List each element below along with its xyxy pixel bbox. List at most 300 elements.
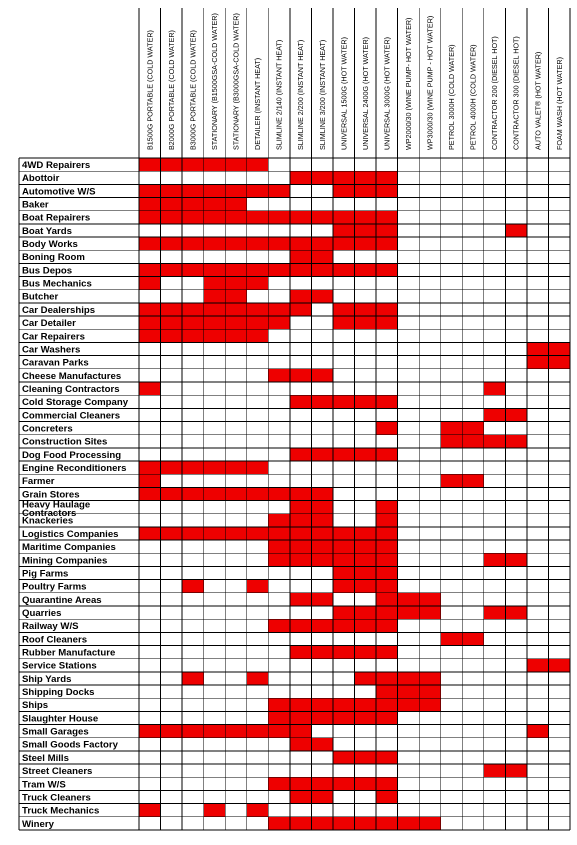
filled-cell — [204, 277, 226, 290]
filled-cell — [355, 646, 377, 659]
filled-cell — [161, 303, 183, 316]
column-header: UNIVERSAL 1500G (HOT WATER) — [339, 36, 349, 150]
filled-cell — [161, 184, 183, 197]
filled-cell — [268, 698, 290, 711]
filled-cell — [398, 606, 420, 619]
filled-cell — [268, 817, 290, 830]
filled-cell — [161, 461, 183, 474]
filled-cell — [355, 316, 377, 329]
row-label: Engine Reconditioners — [22, 463, 127, 475]
filled-cell — [247, 237, 269, 250]
filled-cell — [376, 698, 398, 711]
filled-cell — [333, 448, 355, 461]
filled-cell — [376, 263, 398, 276]
filled-cell — [419, 698, 441, 711]
row-label: Heavy Haulage Contractors — [22, 499, 91, 519]
filled-cell — [225, 198, 247, 211]
filled-cell — [225, 725, 247, 738]
filled-cell — [355, 211, 377, 224]
row-label: Boat Yards — [22, 225, 72, 237]
filled-cell — [139, 474, 161, 487]
filled-cell — [376, 540, 398, 553]
row-label: Car Repairers — [22, 331, 85, 343]
filled-cell — [484, 606, 506, 619]
filled-cell — [355, 303, 377, 316]
filled-cell — [290, 711, 312, 724]
column-header: SLIMLINE 2/200 (INSTANT HEAT) — [296, 39, 306, 150]
row-label: Roof Cleaners — [22, 634, 88, 646]
filled-cell — [311, 540, 333, 553]
filled-cell — [247, 277, 269, 290]
filled-cell — [355, 698, 377, 711]
filled-cell — [419, 817, 441, 830]
column-header: UNIVERSAL 2400G (HOT WATER) — [360, 36, 370, 150]
row-label: 4WD Repairers — [22, 159, 91, 171]
row-label: Tram W/S — [22, 779, 66, 791]
row-label: Street Cleaners — [22, 766, 93, 778]
filled-cell — [355, 580, 377, 593]
row-label: Truck Mechanics — [22, 805, 100, 817]
row-label: Knackeries — [22, 515, 74, 527]
filled-cell — [376, 790, 398, 803]
filled-cell — [139, 198, 161, 211]
row-label: Automotive W/S — [22, 186, 96, 198]
filled-cell — [333, 580, 355, 593]
filled-cell — [333, 619, 355, 632]
filled-cell — [527, 725, 549, 738]
filled-cell — [290, 395, 312, 408]
filled-cell — [225, 184, 247, 197]
filled-cell — [182, 725, 204, 738]
filled-cell — [355, 448, 377, 461]
filled-cell — [419, 672, 441, 685]
filled-cell — [247, 316, 269, 329]
filled-cell — [204, 487, 226, 500]
row-label: Car Dealerships — [22, 304, 96, 316]
row-label: Dog Food Processing — [22, 449, 122, 461]
filled-cell — [290, 738, 312, 751]
filled-cell — [311, 817, 333, 830]
filled-cell — [376, 777, 398, 790]
filled-cell — [376, 553, 398, 566]
filled-cell — [355, 395, 377, 408]
filled-cell — [139, 329, 161, 342]
filled-cell — [204, 263, 226, 276]
row-label: Concreters — [22, 423, 73, 435]
column-header: PETROL 3000H (COLD WATER) — [447, 44, 457, 150]
row-label: Farmer — [22, 476, 55, 488]
column-header: UNIVERSAL 3000G (HOT WATER) — [382, 36, 392, 150]
filled-cell — [182, 580, 204, 593]
filled-cell — [247, 211, 269, 224]
filled-cell — [311, 698, 333, 711]
filled-cell — [161, 329, 183, 342]
filled-cell — [333, 395, 355, 408]
filled-cell — [204, 527, 226, 540]
filled-cell — [419, 685, 441, 698]
filled-cell — [441, 435, 463, 448]
filled-cell — [376, 224, 398, 237]
filled-cell — [268, 263, 290, 276]
filled-cell — [333, 817, 355, 830]
filled-cell — [290, 540, 312, 553]
filled-cell — [268, 211, 290, 224]
filled-cell — [333, 171, 355, 184]
filled-cell — [505, 553, 527, 566]
row-label: Ships — [22, 700, 49, 712]
filled-cell — [505, 606, 527, 619]
filled-cell — [139, 303, 161, 316]
filled-cell — [268, 527, 290, 540]
filled-cell — [441, 474, 463, 487]
filled-cell — [548, 342, 570, 355]
row-label: Butcher — [22, 291, 59, 303]
filled-cell — [161, 237, 183, 250]
filled-cell — [505, 408, 527, 421]
row-label: Car Washers — [22, 344, 81, 356]
filled-cell — [333, 211, 355, 224]
filled-cell — [139, 461, 161, 474]
filled-cell — [204, 158, 226, 171]
filled-cell — [290, 646, 312, 659]
filled-cell — [355, 606, 377, 619]
filled-cell — [441, 632, 463, 645]
filled-cell — [355, 263, 377, 276]
filled-cell — [484, 764, 506, 777]
column-header: B3000G PORTABLE (COLD WATER) — [188, 30, 198, 150]
filled-cell — [290, 250, 312, 263]
column-header: DETAILER (INSTANT HEAT) — [253, 57, 263, 150]
filled-cell — [333, 646, 355, 659]
filled-cell — [225, 263, 247, 276]
filled-cell — [204, 804, 226, 817]
row-label: Railway W/S — [22, 621, 79, 633]
filled-cell — [527, 356, 549, 369]
filled-cell — [311, 448, 333, 461]
filled-cell — [268, 237, 290, 250]
column-header: STATIONARY (B3000GSA-COLD WATER) — [231, 13, 241, 150]
filled-cell — [355, 540, 377, 553]
filled-cell — [225, 527, 247, 540]
filled-cell — [333, 237, 355, 250]
filled-cell — [182, 211, 204, 224]
filled-cell — [311, 619, 333, 632]
filled-cell — [376, 580, 398, 593]
filled-cell — [182, 487, 204, 500]
filled-cell — [376, 171, 398, 184]
filled-cell — [182, 672, 204, 685]
filled-cell — [376, 527, 398, 540]
filled-cell — [290, 725, 312, 738]
filled-cell — [290, 369, 312, 382]
filled-cell — [225, 303, 247, 316]
filled-cell — [182, 316, 204, 329]
filled-cell — [333, 224, 355, 237]
filled-cell — [182, 263, 204, 276]
filled-cell — [355, 619, 377, 632]
filled-cell — [333, 553, 355, 566]
filled-cell — [290, 290, 312, 303]
filled-cell — [376, 593, 398, 606]
filled-cell — [139, 487, 161, 500]
filled-cell — [268, 514, 290, 527]
filled-cell — [548, 659, 570, 672]
row-label: Winery — [22, 818, 54, 830]
filled-cell — [268, 540, 290, 553]
filled-cell — [290, 527, 312, 540]
filled-cell — [311, 501, 333, 514]
row-label: Boat Repairers — [22, 212, 91, 224]
filled-cell — [247, 672, 269, 685]
filled-cell — [355, 817, 377, 830]
filled-cell — [398, 817, 420, 830]
filled-cell — [290, 790, 312, 803]
filled-cell — [311, 646, 333, 659]
filled-cell — [161, 527, 183, 540]
filled-cell — [139, 237, 161, 250]
column-header: STATIONARY (B1500GSA-COLD WATER) — [210, 13, 220, 150]
filled-cell — [204, 461, 226, 474]
filled-cell — [355, 672, 377, 685]
filled-cell — [290, 514, 312, 527]
filled-cell — [355, 224, 377, 237]
filled-cell — [268, 303, 290, 316]
filled-cell — [355, 527, 377, 540]
filled-cell — [311, 514, 333, 527]
filled-cell — [311, 790, 333, 803]
column-header: WP2000/30 (WINE PUMP- HOT WATER) — [403, 17, 413, 150]
column-header: SLIMLINE 2/140 (INSTANT HEAT) — [274, 39, 284, 150]
filled-cell — [376, 237, 398, 250]
filled-cell — [290, 237, 312, 250]
filled-cell — [204, 198, 226, 211]
filled-cell — [355, 184, 377, 197]
filled-cell — [182, 527, 204, 540]
filled-cell — [290, 171, 312, 184]
filled-cell — [333, 316, 355, 329]
filled-cell — [161, 158, 183, 171]
filled-cell — [419, 606, 441, 619]
filled-cell — [333, 303, 355, 316]
filled-cell — [505, 764, 527, 777]
filled-cell — [290, 448, 312, 461]
filled-cell — [376, 619, 398, 632]
filled-cell — [333, 263, 355, 276]
filled-cell — [290, 698, 312, 711]
filled-cell — [204, 211, 226, 224]
filled-cell — [419, 593, 441, 606]
filled-cell — [139, 725, 161, 738]
row-label: Service Stations — [22, 660, 97, 672]
column-header: AUTO VALET® (HOT WATER) — [533, 51, 543, 150]
filled-cell — [247, 329, 269, 342]
row-label: Ship Yards — [22, 673, 72, 685]
filled-cell — [161, 198, 183, 211]
filled-cell — [204, 290, 226, 303]
filled-cell — [333, 711, 355, 724]
filled-cell — [290, 303, 312, 316]
filled-cell — [204, 329, 226, 342]
filled-cell — [161, 725, 183, 738]
filled-cell — [139, 211, 161, 224]
filled-cell — [376, 672, 398, 685]
filled-cell — [505, 435, 527, 448]
filled-cell — [247, 725, 269, 738]
row-label: Logistics Companies — [22, 528, 119, 540]
filled-cell — [376, 184, 398, 197]
filled-cell — [182, 198, 204, 211]
filled-cell — [311, 237, 333, 250]
filled-cell — [139, 804, 161, 817]
filled-cell — [355, 566, 377, 579]
filled-cell — [376, 211, 398, 224]
filled-cell — [311, 527, 333, 540]
row-label: Mining Companies — [22, 555, 108, 567]
filled-cell — [376, 316, 398, 329]
filled-cell — [139, 277, 161, 290]
filled-cell — [182, 158, 204, 171]
filled-cell — [139, 316, 161, 329]
row-label: Grain Stores — [22, 489, 80, 501]
filled-cell — [462, 474, 484, 487]
filled-cell — [139, 158, 161, 171]
filled-cell — [311, 290, 333, 303]
filled-cell — [441, 422, 463, 435]
column-header: PETROL 4000H (COLD WATER) — [468, 44, 478, 150]
filled-cell — [290, 777, 312, 790]
row-label: Steel Mills — [22, 752, 69, 764]
filled-cell — [462, 422, 484, 435]
filled-cell — [247, 263, 269, 276]
filled-cell — [204, 184, 226, 197]
filled-cell — [247, 303, 269, 316]
filled-cell — [247, 487, 269, 500]
filled-cell — [290, 487, 312, 500]
filled-cell — [376, 422, 398, 435]
filled-cell — [311, 395, 333, 408]
filled-cell — [204, 237, 226, 250]
filled-cell — [268, 369, 290, 382]
row-label: Rubber Manufacture — [22, 647, 116, 659]
filled-cell — [333, 606, 355, 619]
filled-cell — [161, 487, 183, 500]
filled-cell — [161, 211, 183, 224]
filled-cell — [333, 777, 355, 790]
filled-cell — [376, 566, 398, 579]
filled-cell — [225, 487, 247, 500]
filled-cell — [290, 263, 312, 276]
filled-cell — [376, 501, 398, 514]
filled-cell — [355, 711, 377, 724]
filled-cell — [376, 646, 398, 659]
filled-cell — [247, 461, 269, 474]
row-label: Small Goods Factory — [22, 739, 118, 751]
filled-cell — [311, 487, 333, 500]
row-label: Small Garages — [22, 726, 89, 738]
filled-cell — [311, 711, 333, 724]
filled-cell — [290, 211, 312, 224]
filled-cell — [225, 329, 247, 342]
column-header: B1500G PORTABLE (COLD WATER) — [145, 30, 155, 150]
filled-cell — [548, 356, 570, 369]
filled-cell — [268, 619, 290, 632]
filled-cell — [247, 580, 269, 593]
filled-cell — [225, 290, 247, 303]
filled-cell — [311, 738, 333, 751]
filled-cell — [376, 514, 398, 527]
filled-cell — [311, 369, 333, 382]
row-label: Shipping Docks — [22, 687, 95, 699]
filled-cell — [505, 224, 527, 237]
filled-cell — [376, 751, 398, 764]
filled-cell — [268, 487, 290, 500]
filled-cell — [290, 619, 312, 632]
column-header: WP3000/30 (WINE PUMP - HOT WATER) — [425, 15, 435, 150]
row-label: Truck Cleaners — [22, 792, 91, 804]
row-label: Poultry Farms — [22, 581, 87, 593]
filled-cell — [161, 316, 183, 329]
filled-cell — [290, 553, 312, 566]
row-label: Maritime Companies — [22, 542, 116, 554]
filled-cell — [398, 672, 420, 685]
filled-cell — [225, 211, 247, 224]
filled-cell — [355, 553, 377, 566]
filled-cell — [139, 527, 161, 540]
row-label: Car Detailer — [22, 318, 76, 330]
filled-cell — [376, 606, 398, 619]
filled-cell — [333, 184, 355, 197]
filled-cell — [247, 804, 269, 817]
filled-cell — [355, 237, 377, 250]
row-label: Bus Depos — [22, 265, 73, 277]
filled-cell — [527, 342, 549, 355]
filled-cell — [225, 158, 247, 171]
filled-cell — [333, 540, 355, 553]
filled-cell — [182, 303, 204, 316]
filled-cell — [355, 751, 377, 764]
filled-cell — [311, 250, 333, 263]
filled-cell — [247, 158, 269, 171]
row-label: Caravan Parks — [22, 357, 89, 369]
filled-cell — [268, 725, 290, 738]
row-label: Construction Sites — [22, 436, 108, 448]
filled-cell — [182, 237, 204, 250]
filled-cell — [333, 527, 355, 540]
filled-cell — [311, 553, 333, 566]
filled-cell — [225, 277, 247, 290]
filled-cell — [268, 553, 290, 566]
row-label: Quarantine Areas — [22, 594, 102, 606]
filled-cell — [225, 316, 247, 329]
filled-cell — [311, 593, 333, 606]
filled-cell — [355, 171, 377, 184]
filled-cell — [376, 685, 398, 698]
row-label: Body Works — [22, 239, 78, 251]
filled-cell — [333, 698, 355, 711]
filled-cell — [376, 448, 398, 461]
filled-cell — [376, 711, 398, 724]
filled-cell — [527, 659, 549, 672]
filled-cell — [484, 553, 506, 566]
filled-cell — [139, 382, 161, 395]
filled-cell — [247, 184, 269, 197]
filled-cell — [462, 632, 484, 645]
row-label: Baker — [22, 199, 49, 211]
row-label: Slaughter House — [22, 713, 99, 725]
filled-cell — [355, 777, 377, 790]
row-label: Quarries — [22, 607, 62, 619]
filled-cell — [311, 171, 333, 184]
